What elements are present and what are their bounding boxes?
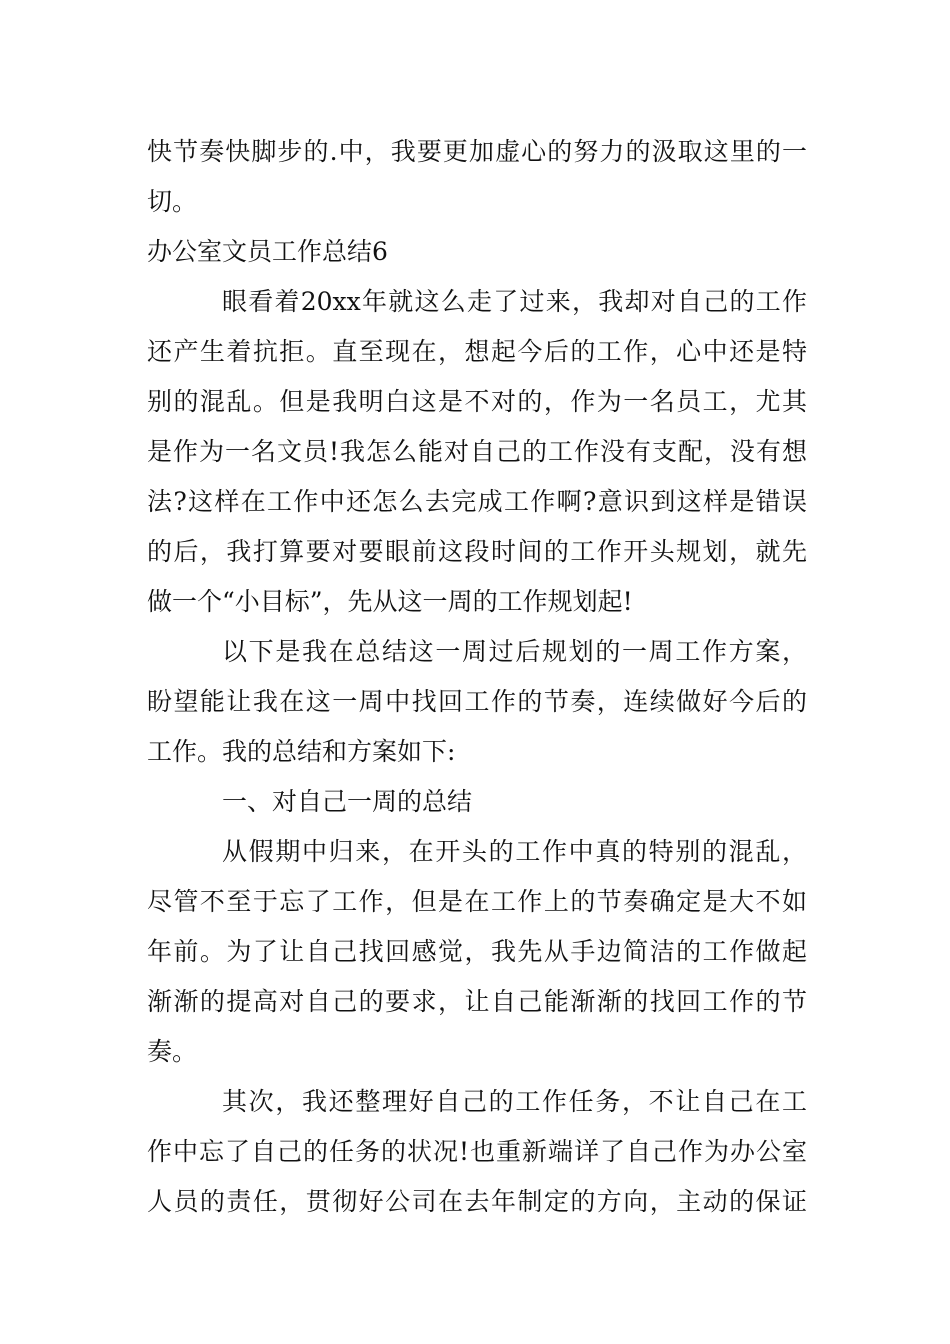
- text-line: 作中忘了自己的任务的状况!也重新端详了自己作为办公室: [147, 1137, 807, 1166]
- text-line: 做一个“小目标”，先从这一周的工作规划起!: [147, 587, 633, 616]
- text-line: 其次，我还整理好自己的工作任务，不让自己在工: [222, 1087, 807, 1116]
- text-line: 切。: [147, 187, 198, 216]
- text-line: 的后，我打算要对要眼前这段时间的工作开头规划，就先: [147, 537, 807, 566]
- text-line: 眼看着20xx年就这么走了过来，我却对自己的工作: [222, 287, 807, 316]
- subsection-heading: 一、对自己一周的总结: [222, 787, 473, 816]
- text-line: 尽管不至于忘了工作，但是在工作上的节奏确定是大不如: [147, 887, 807, 916]
- text-line: 人员的责任，贯彻好公司在去年制定的方向，主动的保证: [147, 1187, 807, 1216]
- text-line: 奏。: [147, 1037, 198, 1066]
- text-line: 从假期中归来，在开头的工作中真的特别的混乱，: [222, 837, 807, 866]
- text-line: 工作。我的总结和方案如下:: [147, 737, 456, 766]
- text-line: 还产生着抗拒。直至现在，想起今后的工作，心中还是特: [147, 337, 807, 366]
- text-line: 快节奏快脚步的.中，我要更加虚心的努力的汲取这里的一: [147, 137, 807, 166]
- text-line: 渐渐的提高对自己的要求，让自己能渐渐的找回工作的节: [147, 987, 807, 1016]
- text-line: 法?这样在工作中还怎么去完成工作啊?意识到这样是错误: [147, 487, 807, 516]
- section-heading: 办公室文员工作总结6: [147, 237, 388, 266]
- text-line: 别的混乱。但是我明白这是不对的，作为一名员工，尤其: [147, 387, 807, 416]
- text-line: 以下是我在总结这一周过后规划的一周工作方案，: [222, 637, 807, 666]
- text-line: 盼望能让我在这一周中找回工作的节奏，连续做好今后的: [147, 687, 807, 716]
- text-line: 是作为一名文员!我怎么能对自己的工作没有支配，没有想: [147, 437, 807, 466]
- text-line: 年前。为了让自己找回感觉，我先从手边简洁的工作做起: [147, 937, 807, 966]
